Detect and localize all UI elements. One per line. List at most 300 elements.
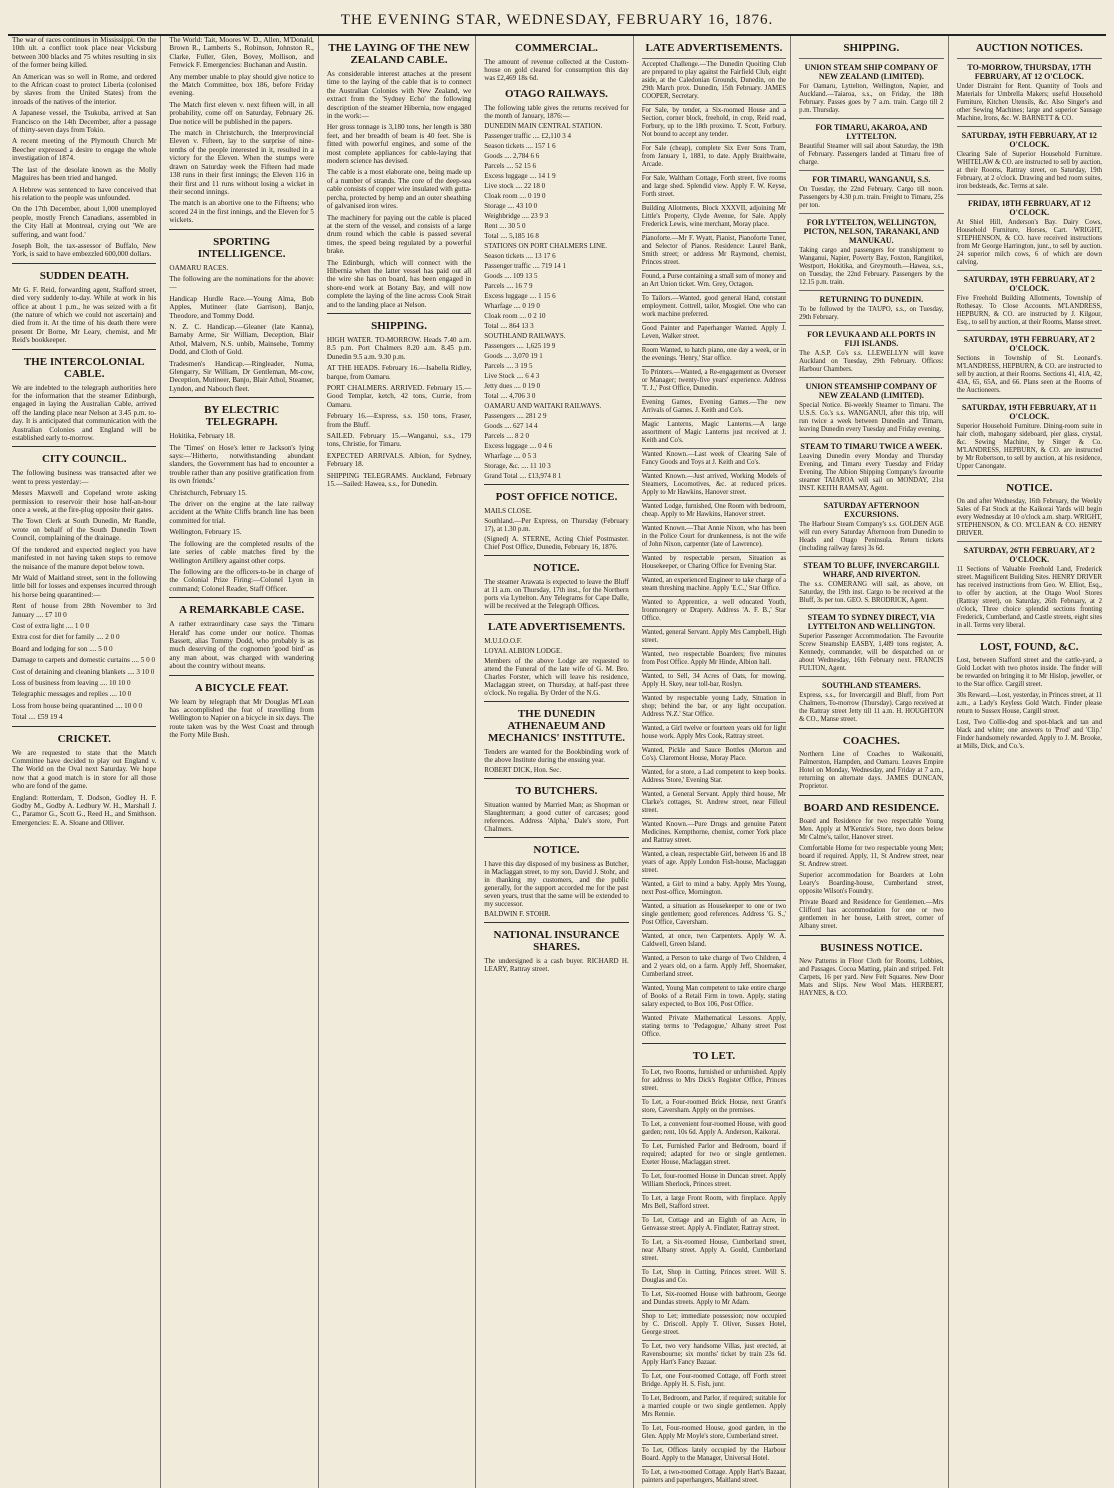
to-let-ad xyxy=(642,1096,786,1115)
paragraph: Goods .... 627 14 4 xyxy=(484,422,538,430)
advertisement xyxy=(642,172,786,199)
paragraph: Southland.—Per Express, on Thursday (February 17), at 1.30 p.m. xyxy=(484,517,629,533)
advertisement-text: To Let, Bedroom, and Parlor, if required; suitable for a married couple or two single gentlemen. Apply Mrs Rennie. xyxy=(641,1395,787,1418)
section-divider xyxy=(799,935,943,936)
advertisement-text: For Sale (cheap), complete Six Ever Sons Tram, from January 1, 1881, to date. Apply Braithwaite, Arcade. xyxy=(641,145,787,168)
section-heading: OTAGO RAILWAYS. xyxy=(505,88,608,100)
advertisement-text: Wanted by respectable young Lady, Situation in shop; behind the bar, or any light occupation. Address 'N.Z.' Star Office. xyxy=(641,695,787,718)
advertisement-text: Superior Passenger Accommodation. The Favourite Screw Steamship EASBY, 1,489 tons register, A. Kennedy, commander, will be despatched on or about Wednesday, 16th February next. FRANCIS FULTON, Agent. xyxy=(799,633,944,672)
advertisement-text: To Let, a two-roomed Cottage. Apply Hart's Bazaar, painters and paperhangers, Maitland street. xyxy=(641,1469,787,1484)
advertisement xyxy=(799,58,943,115)
advertisement-text: Five Freehold Building Allotments, Township of Rothesay. To Close Accounts. M'LANDRESS, HEPBURN, & CO. are instructed by J. Kilgour, Esq., to sell by auction, at their Rooms, Manse street. xyxy=(956,295,1102,326)
paragraph: Her gross tonnage is 3,180 tons, her length is 380 feet, and her breadth of beam is 40 feet. She is fitted with powerful engines, and some of the most complete appliances for cable-laying that modern science has devised. xyxy=(326,123,472,166)
section-heading: NOTICE. xyxy=(533,844,580,856)
advertisement-text: Wanted, to Sell, 34 Acres of Oats, for mowing. Apply H. Skey, near toll-bar, Roslyn. xyxy=(641,673,787,688)
paragraph: Goods .... 2,784 6 6 xyxy=(484,152,540,160)
advertisement-text: Wanted, a situation as Housekeeper to one or two single gentlemen; good references. Address 'G. S.,' Post Office, Caversham. xyxy=(641,903,787,926)
paragraph: Season tickets .... 157 1 6 xyxy=(484,142,556,150)
paragraph: Passengers .... 1,625 19 9 xyxy=(484,342,556,350)
advertisement-text: Accepted Challenge.—The Dunedin Quoiting Club are prepared to play against the Fairfield Club, eight aside, at the Caledonian Grounds, Dunedin, on the 29th March prox. Dunedin, 15th February. JAMES COOPER, Secretary. xyxy=(641,61,787,100)
section-heading: NOTICE. xyxy=(1006,482,1053,494)
section-heading: AUCTION NOTICES. xyxy=(975,42,1083,54)
advertisement-text: To Let, a Four-roomed Brick House, next Grant's store, Caversham. Apply on the premises. xyxy=(641,1099,787,1114)
advertisement xyxy=(642,552,786,571)
paragraph: Wharfage .... 0 19 0 xyxy=(484,302,540,310)
column-4 xyxy=(480,36,633,1488)
section-divider xyxy=(169,675,313,676)
paragraph: OAMARU RACES. xyxy=(169,263,229,272)
advertisement-text: Evening Games, Evening Games.—The new Arrivals of Games. J. Keith and Co's. xyxy=(641,399,787,414)
paragraph: The match in Christchurch, the Interprovincial Eleven v. Fifteen, lay to the surprise of nine-tenths of the people interested in it, resulted in a victory for the Eleven. When the stumps were drawn on Saturday week the Fifteen had made 138 runs in their first innings; the Eleven 116 in their first and 11 runs without losing a wicket in their second innings. xyxy=(169,129,314,196)
section-divider xyxy=(169,597,313,598)
section-heading: BUSINESS NOTICE. xyxy=(820,942,923,954)
paragraph: Christchurch, February 15. xyxy=(169,488,247,497)
section-heading: LOST, FOUND, &C. xyxy=(980,641,1079,653)
section-divider xyxy=(12,726,156,727)
advertisement-text: The A.S.P. Co's s.s. LLEWELLYN will leave Auckland on Tuesday, 29th February. Offices: Harbour Chambers. xyxy=(799,350,944,373)
advertisement xyxy=(642,1012,786,1039)
paragraph: ROBERT DICK, Hon. Sec. xyxy=(484,766,562,774)
paragraph: On the 17th December, about 1,000 unemployed people, mostly French Canadians, assembled in the City Hall at Montreal, crying out 'We are suffering, and want food.' xyxy=(12,205,157,239)
paragraph: MAILS CLOSE. xyxy=(484,507,532,515)
advertisement xyxy=(642,670,786,689)
advertisement-text: Pianoforte.—Mr F. Wyatt, Pianist, Pianoforte Tuner, and Selector of Pianos. Residence: Laurel Bank, Smith street; or address Mr Raymond, chemist, Princes street. xyxy=(641,235,787,266)
advertisement-text: To Let, a large Front Room, with fireplace. Apply Mrs Bell, Stafford street. xyxy=(641,1195,787,1210)
advertisement-text: For Sale, by tender, a Six-roomed House and a Section, corner block, freehold, in crop, Reid road, Forbury, up to the 18th proximo. T. Scott, Forbury. Not bound to accept any tender. xyxy=(641,107,787,138)
advertisement xyxy=(642,396,786,415)
section-divider xyxy=(12,446,156,447)
section-divider xyxy=(484,701,628,702)
paragraph: The Match first eleven v. next fifteen will, in all probability, come off on Saturday, February 26. Due notice will be published in the papers. xyxy=(169,100,314,126)
paragraph: Excess luggage .... 0 4 6 xyxy=(484,442,553,450)
advertisement-text: Wanted Private Mathematical Lessons. Apply, stating terms to 'Pedagogue,' Albany street Post Office. xyxy=(641,1015,787,1038)
section-heading: SPORTING INTELLIGENCE. xyxy=(197,235,286,260)
advertisement xyxy=(642,848,786,875)
paragraph: Live stock .... 22 18 0 xyxy=(484,182,546,190)
column-3 xyxy=(323,36,476,1488)
paragraph: Cost of detaining and cleaning blankets .... 3 10 0 xyxy=(12,667,155,676)
paragraph: Cost of extra light .... 1 0 0 xyxy=(12,621,90,630)
paragraph: An American was so well in Rome, and ordered to the African coast to protect Liberia (colonised by slaves from the United States) from the inroads of the natives of the interior. xyxy=(12,72,157,106)
section-heading: LATE ADVERTISEMENTS. xyxy=(488,621,625,633)
paragraph: The cable is a most elaborate one, being made up of a number of strands. The core of the deep-sea cable consists of copper wire insulated with gutta-percha, protected by hemp and an outer sheathing of galvanised iron wires. xyxy=(326,168,472,211)
advertisement-text: Wanted, for a store, a Lad competent to keep books. Address 'Store,' Evening Star. xyxy=(641,769,787,784)
advertisement xyxy=(642,232,786,267)
advertisement-title: STEAM TO SYDNEY DIRECT, VIA LYTTELTON AND WELLINGTON. xyxy=(807,613,936,631)
paragraph: Damage to carpets and domestic curtains .... 5 0 0 xyxy=(12,656,156,665)
paragraph: DUNEDIN MAIN CENTRAL STATION. xyxy=(484,122,603,130)
section-divider xyxy=(957,634,1102,635)
advertisement xyxy=(957,398,1102,471)
advertisement-text: To Let, a convenient four-roomed House, with good garden; rent, 10s 6d. Apply A. Anderson, Kaikorai. xyxy=(641,1121,787,1136)
paragraph: The following are the officers-to-be in charge of the Colonial Prize Firing:—Colonel Lyon in command; Colonel Reader, Staff Officer. xyxy=(169,567,314,593)
paragraph: Hokitika, February 18. xyxy=(169,432,235,441)
paragraph: Of the tendered and expected neglect you have manifested in not having taken steps to remove the nuisance of the manure depot below town. xyxy=(12,545,157,571)
advertisement xyxy=(642,788,786,815)
to-let-ad xyxy=(642,1118,786,1137)
advertisement-text: The s.s. COMERANG will sail, as above, on Saturday, the 19th inst. Cargo to be received at the Bluff, 3s per ton. GEO. S. BRODRICK, Agent. xyxy=(799,581,944,604)
paragraph: The machinery for paying out the cable is placed at the stern of the vessel, and consists of a large drum round which the cable is passed several times, the speed being regulated by a powerful brake. xyxy=(326,213,472,256)
paragraph: Passenger traffic .... 719 14 1 xyxy=(484,262,566,270)
advertisement-text: To Let, Furnished Parlor and Bedroom, board if required; adapted for two or single gentlemen. Exeter House, Maclaggan street. xyxy=(641,1143,787,1166)
paragraph: OAMARU AND WAITAKI RAILWAYS. xyxy=(484,402,602,410)
advertisement-text: Sections in Township of St. Leonard's. M'LANDRESS, HEPBURN, & CO. are instructed to sell by auction, at their Rooms. Sections 41, 41A, 42, 43A, 65, 65A, and 66. Plans seen at the Rooms of the Auctioneers. xyxy=(956,355,1102,394)
paragraph: We learn by telegraph that Mr Douglas M'Lean has accomplished the feat of travelling from Wellington to Napier on a bicycle in six days. The route taken was by the West Coast and through the Forty Mile Bush. xyxy=(169,697,314,740)
advertisement-text: Wanted, at once, two Carpenters. Apply W. A. Caldwell, Green Island. xyxy=(641,933,787,948)
advertisement-text: Wanted Known.—That Annie Nixon, who has been in the Police Court for drunkenness, is not the wife of John Nixon, carpenter (late of Lawrence). xyxy=(641,525,787,548)
to-let-ad xyxy=(642,1392,786,1419)
paragraph: The steamer Arawata is expected to leave the Bluff at 11 a.m. on Thursday, 17th inst., for the Northern ports via Lyttelton. Any Telegrams for Cape Dalle, will be received at the Telegraph Offices. xyxy=(484,578,629,610)
advertisement xyxy=(642,270,786,289)
advertisement xyxy=(642,104,786,139)
paragraph: A rather extraordinary case says the 'Timaru Herald' has come under our notice. Thomas Bassett, alias Tommy Dodd, who probably is as much deserving of the cognomen 'good bird' as any man about, was charged with wandering about the country without means. xyxy=(169,620,314,671)
advertisement-text: Under Distraint for Rent. Quantity of Tools and Materials for Umbrella Makers; useful Household Furniture, Kitchen Utensils, &c. Also Singer's and other Sewing Machines; large and superior Sausage Machine, Irons, &c. W. BARNETT & CO. xyxy=(956,83,1102,122)
paragraph: STATIONS ON PORT CHALMERS LINE. xyxy=(484,242,608,250)
section-heading: COMMERCIAL. xyxy=(515,42,598,54)
paragraph: Wharfage .... 0 5 3 xyxy=(484,452,537,460)
advertisement xyxy=(642,344,786,363)
advertisement xyxy=(957,194,1102,267)
advertisement-title: FRIDAY, 18TH FEBRUARY, AT 12 O'CLOCK. xyxy=(968,199,1091,217)
advertisement xyxy=(799,325,943,374)
advertisement-text: Wanted, a Person to take charge of Two Children, 4 and 2 years old, on a farm. Apply Jeff, Shoemaker, Cumberland street. xyxy=(641,955,787,978)
advertisement xyxy=(642,692,786,719)
to-let-ad xyxy=(642,1422,786,1441)
paragraph: Tenders are wanted for the Bookbinding work of the above Institute during the ensuing year. xyxy=(484,748,629,764)
paragraph: Mr G. F. Reid, forwarding agent, Stafford street, died very suddenly to-day. While at work in his office at about 1 p.m., he was seized with a fit (the nature of which we could not ascertain) and died from it. At the time of his death there were present Dr Borne, Mr Leary, chemist, and Mr Reid's bookkeeper. xyxy=(12,285,157,345)
paragraph: Parcels .... 3 19 5 xyxy=(484,362,533,370)
advertisement xyxy=(799,377,943,434)
paragraph: Messrs Maxwell and Copeland wrote asking permission to reservoir their hose half-an-hour once a week, at the fire-plug opposite their gates. xyxy=(12,489,157,515)
section-divider xyxy=(957,475,1102,476)
to-let-ad xyxy=(642,1192,786,1211)
advertisement-text: Express, s.s., for Invercargill and Bluff, from Port Chalmers, To-morrow (Thursday). Cargo received at the Rattray street Jetty till 11 a.m. H. HOUGHTON & CO., Manse street. xyxy=(799,692,944,723)
paragraph: BALDWIN F. STOHR. xyxy=(484,910,551,918)
paragraph: Passengers .... 281 2 9 xyxy=(484,412,547,420)
section-heading: TO LET. xyxy=(692,1050,736,1062)
paragraph: SHIPPING TELEGRAMS. Auckland, February 15.—Sailed: Hawea, s.s., for Dunedin. xyxy=(326,471,472,489)
paragraph: The following business was transacted after we went to press yesterday:— xyxy=(12,469,157,486)
to-let-ad xyxy=(642,1288,786,1307)
paragraph: EXPECTED ARRIVALS. Albion, for Sydney, February 18. xyxy=(326,451,472,469)
advertisement-text: To Let, two very handsome Villas, just erected, at Ravensbourne; six months' ticket by train 23s 6d. Apply Hart's Fancy Bazaar. xyxy=(641,1343,787,1366)
paragraph: Parcels .... 8 2 0 xyxy=(484,432,529,440)
paragraph: Tradesmen's Handicap.—Ringleader, Numa, Glengarry, Sir William, Dr Gentleman, Mt-cow, Deception, Mutineer, Banjo, Blair Athol, Steamer, Lyndon, and Nabouch fleet. xyxy=(169,359,314,393)
advertisement xyxy=(642,470,786,497)
tide-table: HIGH WATER. TO-MORROW. Heads 7.40 a.m. 8.5 p.m. Port Chalmers 8.20 a.m. 8.45 p.m. Dunedin 9.5 a.m. 9.30 p.m. xyxy=(326,335,472,361)
paragraph: The following are the completed results of the late series of cable matches fired by the Wellington Artillery against other corps. xyxy=(169,539,314,565)
advertisement xyxy=(799,496,943,553)
section-heading: SUDDEN DEATH. xyxy=(39,269,129,282)
paragraph: On and after Wednesday, 16th February, the Weekly Sales of Fat Stock at the Kaikorai Yards will begin every Wednesday at 10 o'clock a.m. sharp. WRIGHT, STEPHENSON, & CO. M'CLEAN & CO. HENRY DRIVER. xyxy=(956,498,1103,537)
paragraph: Any member unable to play should give notice to the Match Committee, box 186, before Friday evening. xyxy=(169,72,314,98)
advertisement xyxy=(642,142,786,169)
section-heading: BY ELECTRIC TELEGRAPH. xyxy=(204,404,280,429)
section-heading: LATE ADVERTISEMENTS. xyxy=(645,42,783,54)
advertisement xyxy=(799,290,943,322)
paragraph: (Signed) A. STERNE, Acting Chief Postmaster. Chief Post Office, Dunedin, February 16, 1876. xyxy=(484,535,629,551)
advertisement-text: Wanted Known.—Pure Drugs and genuine Patent Medicines. Kempthorne, chemist, corner York place and Rattray street. xyxy=(641,821,787,844)
advertisement-text: Beautiful Steamer will sail about Saturday, the 19th of February. Passengers landed at Timaru free of charge. xyxy=(799,143,944,166)
section-heading: SHIPPING. xyxy=(371,319,428,332)
advertisement xyxy=(799,556,943,605)
paragraph: Passenger traffic .... £2,110 3 4 xyxy=(484,132,571,140)
advertisement-title: STEAM TO TIMARU TWICE A WEEK. xyxy=(800,442,943,451)
advertisement-title: SATURDAY, 19TH FEBRUARY, AT 2 O'CLOCK. xyxy=(963,335,1095,353)
advertisement-text: To Tailors.—Wanted, good general Hand, constant employment. Cottrell, tailor, Mosgiel. One who can work machine preferred. xyxy=(641,295,787,318)
advertisement xyxy=(642,930,786,949)
advertisement-text: To Let, Cottage and an Eighth of an Acre, in Genvasse street. Apply A. Findlater, Rattray street. xyxy=(641,1217,787,1232)
advertisement-text: Wanted Known.—Last week of Clearing Sale of Fancy Goods and Toys at J. Keith and Co's. xyxy=(641,451,787,466)
advertisement-text: To Let, Four-roomed House, good garden, in the Glen. Apply Mr Moyle's store, Cumberland street. xyxy=(641,1425,787,1440)
advertisement xyxy=(642,982,786,1009)
paragraph: Lost, between Stafford street and the cattle-yard, a Gold Locket with two photos inside. The finder will be rewarded on bringing it to Mr Hislop, jeweller, or to the Star office. Cargill street. xyxy=(956,657,1102,688)
advertisement xyxy=(642,322,786,341)
advertisement-text: To Let, two Rooms, furnished or unfurnished. Apply for address to Mrs Dick's Register Office, Princes street. xyxy=(641,1069,787,1092)
section-heading: A REMARKABLE CASE. xyxy=(179,604,305,617)
advertisement-title: TO-MORROW, THURSDAY, 17TH FEBRUARY, AT 12 O'CLOCK. xyxy=(967,63,1092,81)
advertisement-text: To Let, one Four-roomed Cottage, off Forth street Bridge. Apply H. S. Fish, junr. xyxy=(641,1373,787,1388)
section-divider xyxy=(642,1043,786,1044)
advertisement xyxy=(642,596,786,623)
advertisement xyxy=(642,448,786,467)
paragraph: Storage, &c. .... 11 10 3 xyxy=(484,462,551,470)
paragraph: The war of races continues in Mississippi. On the 10th ult. a conflict took place near Vicksburg between 300 blacks and 75 whites resulting in six of the former being killed. xyxy=(12,36,157,70)
section-divider xyxy=(484,484,628,485)
section-divider xyxy=(484,555,628,556)
to-let-ad xyxy=(642,1236,786,1263)
paragraph: Members of the above Lodge are requested to attend the Funeral of the late wife of G. M. Bro. Charles Forster, which will leave his residence, Maclaggan street, on Thursday, at half-past three o'clock. No regalia. By Order of the N.G. xyxy=(484,657,629,697)
advertisement-text: Wanted, a Girl twelve or fourteen years old for light house work. Apply Mrs Cook, Rattray street. xyxy=(641,725,787,740)
column-1 xyxy=(8,36,161,1488)
paragraph: Private Board and Residence for Gentlemen.—Mrs Clifford has accommodation for one or two gentlemen in her house, Leith street, corner of Albany street. xyxy=(799,899,944,930)
advertisement xyxy=(957,330,1102,395)
advertisement-text: Wanted, Pickle and Sauce Bottles (Morton and Co's). Claremont House, Moray Place. xyxy=(641,747,787,762)
paragraph: The 'Times' on Hose's letter re Jackson's lying says:—'Hitherto, notwithstanding abundant slanders, the Government has had to encounter a trouble rather than any positive gratification from its own friends.' xyxy=(169,443,314,486)
section-heading: NATIONAL INSURANCE SHARES. xyxy=(493,929,620,953)
section-divider xyxy=(799,795,943,796)
advertisement xyxy=(799,608,943,673)
advertisement-title: FOR LEVUKA AND ALL PORTS IN FIJI ISLANDS. xyxy=(807,330,936,348)
advertisement-text: Leaving Dunedin every Monday and Thursday Evening, and Timaru every Tuesday and Friday Evening. The Albion Shipping Company's favourite steamer TAIAROA will sail on MONDAY, 21st INST. KEITH RAMSAY, Agent. xyxy=(799,453,944,492)
section-heading: BOARD AND RESIDENCE. xyxy=(803,802,940,814)
paragraph: February 16.—Express, s.s. 150 tons, Fraser, from the Bluff. xyxy=(326,412,472,429)
advertisement xyxy=(642,366,786,393)
paragraph: Board and Residence for two respectable Young Men. Apply at M'Kenzie's Store, two doors below Mr Calme's, tailor, Hanover street. xyxy=(799,818,944,841)
column-5 xyxy=(638,36,791,1488)
advertisement-title: SATURDAY, 19TH FEBRUARY, AT 11 O'CLOCK. xyxy=(961,403,1097,421)
advertisement xyxy=(642,574,786,593)
advertisement-text: Wanted Lodge, furnished, One Room with bedroom, cheap. Apply to Mr Hawkins, Hanover street. xyxy=(641,503,787,518)
advertisement-text: Wanted, a Girl to mind a baby. Apply Mrs Young, next Post-office, Mornington. xyxy=(641,881,787,896)
paragraph: Season tickets .... 13 17 6 xyxy=(484,252,556,260)
advertisement-text: Good Painter and Paperhanger Wanted. Apply J. Leven, Walker street. xyxy=(641,325,787,340)
paragraph: Total .... 4,706 3 0 xyxy=(484,392,536,400)
paragraph: Cloak room .... 0 2 10 xyxy=(484,312,546,320)
railways-intro: The following table gives the returns received for the month of January, 1876:— xyxy=(484,104,629,120)
advertisement xyxy=(957,541,1102,630)
advertisement xyxy=(642,522,786,549)
section-divider xyxy=(12,263,156,264)
advertisement xyxy=(957,126,1102,191)
to-let-ad xyxy=(642,1340,786,1367)
paragraph: M.U.I.O.O.F. xyxy=(484,637,522,645)
paragraph: Joseph Bolt, the tax-assessor of Buffalo, New York, is said to have embezzled 600,000 dollars. xyxy=(12,241,157,259)
advertisement-text: Wanted, a clean, respectable Girl, between 16 and 18 years of age. Apply London Fish-house, Maclaggan street. xyxy=(641,851,787,874)
column-7 xyxy=(953,36,1106,1488)
paragraph: The undersigned is a cash buyer. RICHARD H. LEARY, Rattray street. xyxy=(484,957,629,973)
advertisement-text: For Oamaru, Lyttelton, Wellington, Napier, and Auckland.—Taiaroa, s.s., on Friday, the 18th February. Passes goes by 7 a.m. train. Cargo till 2 p.m. Thursday. xyxy=(799,83,944,114)
paragraph: Loss of business from leaving .... 10 10 0 xyxy=(12,678,131,687)
paragraph: Total .... 864 13 3 xyxy=(484,322,534,330)
advertisement-text: To Printers.—Wanted, a Re-engagement as Overseer or Manager; twenty-five years' experience. Address 'T. J.,' Post Office, Dunedin. xyxy=(641,369,787,392)
paragraph: SAILED. February 15.—Wanganui, s.s., 179 tons, Christie, for Timaru. xyxy=(326,432,472,449)
advertisement-text: Wanted, two respectable Boarders; five minutes from Post Office. Apply Mr Hinde, Albion hall. xyxy=(641,651,787,666)
advertisement-text: Found, a Purse containing a small sum of money and an Art Union ticket. Wm. Grey, Octagon. xyxy=(641,273,787,288)
paragraph: New Patterns in Floor Cloth for Rooms, Lobbies, and Passages. Cocoa Matting, plain and striped. Felt Carpets, 16 per yard. New Felt Squares. New Door Mats and Slips. New Wool Mats. HERBERT, HAYNES, & CO. xyxy=(799,958,944,997)
paragraph: Goods .... 109 13 5 xyxy=(484,272,538,280)
paragraph: Handicap Hurdle Race.—Young Alma, Bob Apples, Mutineer (late Garrison), Banjo, Theodore, and Tommy Dodd. xyxy=(169,294,314,320)
paragraph: The match is an abortive one to the Fifteens; who scored 24 in the first innings, and the Eleven for 5 wickets. xyxy=(169,199,314,225)
advertisement xyxy=(642,878,786,897)
paragraph: Superior accommodation for Boarders at Lohn Leary's Boarding-house, Cumberland street, opposite Wilson's Foundry. xyxy=(799,872,944,895)
advertisement-title: SATURDAY, 19TH FEBRUARY, AT 2 O'CLOCK. xyxy=(963,275,1095,293)
paragraph: A Japanese vessel, the Tsukuba, arrived at San Francisco on the 14th December, after a passage of thirty-seven days from Tokio. xyxy=(12,109,157,135)
advertisement-title: UNION STEAM SHIP COMPANY OF NEW ZEALAND (LIMITED). xyxy=(804,63,939,81)
advertisement xyxy=(799,437,943,493)
advertisement xyxy=(642,744,786,763)
advertisement-text: Special Notice. Bi-weekly Steamer to Timaru. The U.S.S. Co.'s s.s. WANGANUI, after this trip, will run twice a week between Dunedin and Timaru, leaving Dunedin every Tuesday and Friday evening. xyxy=(799,402,944,433)
advertisement-text: The Harbour Steam Company's s.s. GOLDEN AGE will run every Saturday Afternoon from Dunedin to Heads and Otago Peninsula. Return tickets (including railway fares) 3s 6d. xyxy=(799,521,944,552)
advertisement-text: Building Allotments, Block XXXVII, adjoining Mr Little's Property, Clyde Avenue, for Sale. Apply Frederick Lewis, wine merchant, Moray place. xyxy=(641,205,787,228)
advertisement xyxy=(799,170,943,210)
advertisement xyxy=(642,952,786,979)
advertisement-text: To Let, a Six-roomed House, Cumberland street, near Albany street. Apply A. Gould, Cumberland street. xyxy=(641,1239,787,1262)
paragraph: A Hebrew was sentenced to have conceived that his relation to the people was unfounded. xyxy=(12,185,157,202)
paragraph: Live Stock .... 6 4 3 xyxy=(484,372,540,380)
advertisement-text: To Let, Offices lately occupied by the Harbour Board. Apply to the Manager, Universal Hotel. xyxy=(641,1447,787,1462)
section-divider xyxy=(484,778,628,779)
advertisement xyxy=(799,213,943,287)
commercial-intro: The amount of revenue collected at the Custom-house on gold cleared for consumption this day was £2,469 18s 6d. xyxy=(484,58,629,82)
paragraph: 30s Reward.—Lost, yesterday, in Princes street, at 11 a.m., a Lady's Keyless Gold Watch. Finder please return to Sussex House, Cargill street. xyxy=(956,692,1102,715)
masthead xyxy=(8,8,1106,36)
advertisement xyxy=(799,118,943,167)
advertisement xyxy=(642,626,786,645)
advertisement-text: Wanted, general Servant. Apply Mrs Campbell, High street. xyxy=(641,629,787,644)
section-heading: A BICYCLE FEAT. xyxy=(194,681,289,694)
section-heading: POST OFFICE NOTICE. xyxy=(495,491,618,503)
to-let-ad xyxy=(642,1214,786,1233)
paragraph: The Town Clerk at South Dunedin, Mr Randle, wrote on behalf of the South Dunedin Town Council, complaining of the drainage. xyxy=(12,517,157,543)
advertisement xyxy=(642,58,786,101)
advertisement-text: Wanted, a General Servant. Apply third house, Mr Clarke's cottages, St. Andrew street, near Filleul street. xyxy=(641,791,787,814)
paragraph: Comfortable Home for two respectable young Men; board if required. Apply, 11, St Andrew street, near St. Andrew street. xyxy=(799,845,944,868)
column-2 xyxy=(165,36,318,1488)
paragraph: PORT CHALMERS. ARRIVED. February 15.—Good Templar, ketch, 42 tons, Currie, from Oamaru. xyxy=(326,384,472,409)
paragraph: Loss from house being quarantined .... 10 0 0 xyxy=(12,701,143,710)
section-divider xyxy=(12,349,156,350)
masthead-title: THE EVENING STAR, WEDNESDAY, FEBRUARY 16, 1876. xyxy=(340,12,774,28)
section-heading: THE LAYING OF THE NEW ZEALAND CABLE. xyxy=(328,42,470,66)
advertisement-text: Clearing Sale of Superior Household Furniture. WHITELAW & CO. are instructed to sell by auction, at their Rooms, Rattray street, on Saturday, 19th February, at 2 o'clock. Drawing and bed room suites, iron bedsteads, &c. Terms at sale. xyxy=(956,151,1102,190)
advertisement-text: Wanted, an experienced Engineer to take charge of a steam threshing machine. Apply 'E.C.,' Star Office. xyxy=(641,577,787,592)
to-let-ad xyxy=(642,1370,786,1389)
column-6 xyxy=(795,36,948,1488)
columns xyxy=(8,36,1106,1484)
to-let-ad xyxy=(642,1066,786,1093)
paragraph: Situation wanted by Married Man; as Shopman or Slaughterman; a good cutter of carcases; good references. Address 'Alpha,' Dale's store, Port Chalmers. xyxy=(484,801,629,833)
section-divider xyxy=(169,397,313,398)
paragraph: LOYAL ALBION LODGE. xyxy=(484,647,562,655)
advertisement-text: Wanted by respectable person, Situation as Housekeeper, or Charing Office for Evening Star. xyxy=(641,555,787,570)
advertisement-title: UNION STEAMSHIP COMPANY OF NEW ZEALAND (LIMITED). xyxy=(805,382,938,400)
advertisement-text: Wanted Known.—Just arrived, Working Models of Steamers, Locomotives, &c. at reduced prices. Apply to Mr Hawkins, Hanover street. xyxy=(641,473,787,496)
paragraph: I have this day disposed of my business as Butcher, in Maclaggan street, to my son, David J. Stohr, and in thanking my customers, and the public generally, for the support accorded me for the past seven years, trust that the same will be extended to my successor. xyxy=(484,860,629,908)
paragraph: The driver on the engine at the late railway accident at the White Cliffs branch line has been committed for trial. xyxy=(169,500,314,525)
advertisement xyxy=(642,500,786,519)
paragraph: England: Rotterdam, T. Dodson, Godley H. F. Godby M., Godby A. Ledbury W. H., Marshall J. C., Paramor G., Scott G., Reed H., and Smithson. Emergencies: E. A. Sloane and Olliver. xyxy=(12,793,157,827)
advertisement-text: To Let, four-roomed House in Duncan street. Apply William Sherlock, Princes street. xyxy=(641,1173,787,1188)
advertisement-title: STEAM TO BLUFF, INVERCARGILL WHARF, AND RIVERTON. xyxy=(803,561,940,579)
paragraph: Cloak room .... 0 19 0 xyxy=(484,192,546,200)
section-divider xyxy=(169,229,313,230)
paragraph: SOUTHLAND RAILWAYS. xyxy=(484,332,566,340)
advertisement xyxy=(642,418,786,445)
paragraph: We are requested to state that the Match Committee have decided to play out England v. The World on the Oval next Saturday. We hope now that a good match is in store for all those who are fond of the game. xyxy=(12,748,157,791)
to-let-ad xyxy=(642,1310,786,1337)
advertisement-text: Magic Lanterns, Magic Lanterns.—A large assortment of Magic Lanterns just received at J. Keith and Co's. xyxy=(641,421,787,444)
paragraph: Rent of house from 28th November to 3rd January .... £7 10 0 xyxy=(12,602,157,619)
paragraph: Jetty dues .... 0 19 0 xyxy=(484,382,541,390)
advertisement-text: Room Wanted, to hatch piano, one day a week, or in the evenings. 'Henry,' Star office. xyxy=(641,347,787,362)
advertisement-text: To Let, Shop in Cutting, Princes street. Will S. Douglas and Co. xyxy=(641,1269,787,1284)
advertisement-title: SATURDAY AFTERNOON EXCURSIONS. xyxy=(823,501,920,519)
advertisement-text: To be followed by the TAUPO, s.s., on Tuesday, 29th February. xyxy=(799,306,944,321)
to-let-ad xyxy=(642,1466,786,1485)
advertisement-title: FOR TIMARU, AKAROA, AND LYTTELTON. xyxy=(815,123,928,141)
paragraph: AT THE HEADS. February 16.—Isabella Ridley, barque, from Oamaru. xyxy=(326,364,472,381)
section-heading: NOTICE. xyxy=(533,562,580,574)
paragraph: Telegraphic messages and replies .... 10 0 xyxy=(12,690,132,699)
section-divider xyxy=(484,922,628,923)
advertisement-title: SOUTHLAND STEAMERS. xyxy=(822,681,921,690)
paragraph: The following are the nominations for the above:— xyxy=(169,274,314,292)
advertisement-title: FOR TIMARU, WANGANUI, S.S. xyxy=(812,175,931,184)
advertisement-text: Shop to Let; immediate possession; now occupied by C. Driscoll. Apply T. Oliver, Sussex Hotel, George street. xyxy=(641,1313,787,1336)
paragraph: The last of the desolate known as the Molly Maguires has been tried and hanged. xyxy=(12,165,157,183)
advertisement-text: 11 Sections of Valuable Freehold Land, Frederick street. Magnificent Building Sites. HENRY DRIVER has received instructions from Geo. W. Elliot, Esq., to offer by auction, at the Otago Wool Stores (Rattray street), on Saturday, 26th February, at 2 o'clock, Three choice splendid sections fronting Frederick, Cumberland, and Castle streets, eight sites in all. Terms very liberal. xyxy=(956,566,1102,629)
advertisement xyxy=(642,722,786,741)
section-heading: THE INTERCOLONIAL CABLE. xyxy=(23,355,145,380)
paragraph: Lost, Two Collie-dog and spot-black and tan and black and white; one answers to 'Prod' and 'Clip.' Finder handsomely rewarded. Apply to J. M. Brooke, at Mills, Dick, and Co.'s. xyxy=(956,719,1102,750)
paragraph: The World: Tait, Moores W. D., Allen, M'Donald, Brown R., Lamberts S., Robinson, Johnston R., Clarke, Fuller, Glen, Bovey, Mollison, and Fenwick F. Emergencies: Buchanan and Austin. xyxy=(169,36,314,70)
advertisement xyxy=(642,202,786,229)
paragraph: Wellington, February 15. xyxy=(169,528,242,537)
advertisement-text: Wanted to Apprentice, a well educated Youth, Ironmongery or Drapery. Address 'A. F. B.,' Star Office. xyxy=(641,599,787,622)
section-divider xyxy=(484,837,628,838)
section-heading: TO BUTCHERS. xyxy=(515,785,598,797)
paragraph: Board and lodging for son .... 5 0 0 xyxy=(12,644,113,653)
section-heading: CITY COUNCIL. xyxy=(41,453,127,466)
advertisement-text: Wanted, Young Man competent to take entire charge of Books of a Retail Firm in town. Apply, stating salary expected, to Box 106, Post Office. xyxy=(641,985,787,1008)
section-heading: THE DUNEDIN ATHENAEUM AND MECHANICS' INSTITUTE. xyxy=(488,708,625,744)
paragraph: Storage .... 43 10 0 xyxy=(484,202,538,210)
advertisement-title: SATURDAY, 26TH FEBRUARY, AT 2 O'CLOCK. xyxy=(963,546,1095,564)
advertisement xyxy=(642,766,786,785)
advertisement-text: To Let, Six-roomed House with bathroom, George and Dundas streets. Apply to Mr Adam. xyxy=(641,1291,787,1306)
advertisement-text: At Shiel Hill, Anderson's Bay. Dairy Cows, Household Furniture, Horses, Cart. WRIGHT, STEPHENSON, & CO. have received instructions from Mr George Harrington, junr., to sell by auction. 24 superior milch cows, 6 of which are down calving. xyxy=(956,219,1102,266)
